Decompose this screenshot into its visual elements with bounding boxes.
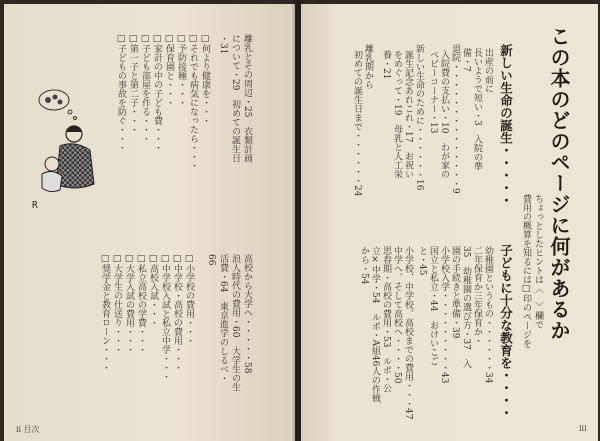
toc-item-left-bottom: 浪人時代の費用・60 大学生の生 <box>230 254 240 392</box>
page-note-2: 費用の概算を知るには□印のページを <box>521 194 531 348</box>
toc-item-education: 園の手続きと準備・39 <box>450 246 460 339</box>
toc-item-education: 中学へ、そして高校へ・・・・50 <box>392 246 402 384</box>
toc-item-education: 二年保育か三年保育か・ <box>472 246 482 345</box>
toc-item-newborn: をめぐって・19 母乳と人工栄 <box>392 50 402 179</box>
mother-baby-illustration <box>34 84 100 204</box>
toc-item-newborn: 出産の前に <box>483 48 493 93</box>
illus-mark: R <box>32 200 38 211</box>
toc-item-newborn: 入院費の支払い・10 わが家の <box>439 50 449 179</box>
page-note-1: ちょっとしたヒントは〈 〉欄で <box>533 194 543 329</box>
toc-item-education: 思春期・高校の費用・53 ルポ・公 <box>381 246 391 393</box>
folio-left: ii 目次 <box>16 425 40 434</box>
toc-item-left-bottom: □中学校・高校の費用・・・ <box>172 254 182 372</box>
toc-item-newborn: 長いようで短い・3 入院の準 <box>472 48 482 171</box>
toc-item-left-top: ・31 <box>218 34 228 55</box>
toc-item-left-top: □第一子と第二子・・・ <box>128 34 138 134</box>
toc-item-newborn: 初めての誕生日まで・・・・・・24 <box>352 50 362 197</box>
section-heading-newborn: 新しい生命の誕生・・・・・ <box>498 44 514 207</box>
folio-right: iii <box>579 424 587 433</box>
toc-item-left-top: □それでも病気になったら・・・ <box>188 34 198 170</box>
toc-item-newborn: 新しい生命のために・・・・・・16 <box>414 44 424 191</box>
right-page <box>301 4 598 441</box>
toc-item-newborn: 備・7 <box>461 48 471 72</box>
toc-item-education: 35 幼稚園の選び方・37 入 <box>461 246 471 368</box>
section-heading-education: 子どもに十分な教育を・・・・ <box>498 244 514 419</box>
toc-item-left-bottom: □小学校の費用・・・ <box>184 254 194 345</box>
toc-item-left-top: □保育園と・・・ <box>164 34 174 107</box>
toc-item-left-bottom: □大学生の仕送り・・・ <box>112 254 122 354</box>
toc-item-left-bottom: □奨学金と教育ローン・・・ <box>100 254 110 372</box>
toc-item-education: 国立と私立・44 おけいこご <box>428 246 438 366</box>
toc-item-newborn: 離乳期から <box>363 44 373 89</box>
toc-item-left-top: について・29 初めての誕生日 <box>230 34 240 163</box>
toc-item-left-top: □何より健康を・・・ <box>200 34 210 125</box>
toc-item-newborn: ベビーコーナー・13 <box>428 50 438 134</box>
toc-item-left-bottom: □大学入試の費用・・・ <box>124 254 134 354</box>
page-title: この本のどのページに何があるか <box>547 26 571 341</box>
toc-item-left-top: □子どもの事故を防ぐ・・・ <box>116 34 126 152</box>
toc-item-education: 立×中学・54 ルポ・A組46人の作戦 <box>370 246 380 403</box>
toc-item-left-bottom: 高校から大学へ・・・・・58 <box>242 254 252 374</box>
toc-item-left-bottom: □中学校入試と私立中学・・・ <box>160 254 170 381</box>
toc-item-left-bottom: 活費・64 東京進学のしるべ・ <box>218 254 228 383</box>
toc-item-education: から・54 <box>359 246 369 285</box>
toc-item-left-top: □予防接種・・・ <box>176 34 186 107</box>
toc-item-left-top: 離乳とその周辺・25 衣類計画 <box>242 34 252 163</box>
toc-item-left-bottom: □高校入試・・・ <box>148 254 158 327</box>
toc-item-education: 小学校入学・・・・・・・・・43 <box>439 246 449 384</box>
toc-item-education: 幼稚園というもの・・・・・・34 <box>483 246 493 384</box>
toc-item-left-bottom: □私立高校の学費・・・ <box>136 254 146 354</box>
toc-item-left-top: □子ども部屋を作る・・・ <box>140 34 150 143</box>
toc-item-newborn: 養・21 <box>381 50 391 80</box>
left-page <box>4 4 295 441</box>
toc-item-education: 小学校、中学校、高校までの費用・・・47 <box>403 246 413 420</box>
toc-item-left-bottom: 66 <box>206 254 216 266</box>
toc-item-education: と・45 <box>417 246 427 276</box>
toc-item-newborn: 退院・・・・・・・・・・・・・・9 <box>450 44 460 194</box>
toc-item-newborn: 誕生記念あれこれ・17 お祝い <box>403 50 413 179</box>
toc-item-left-top: □家計の中の子ども費・・・ <box>152 34 162 152</box>
